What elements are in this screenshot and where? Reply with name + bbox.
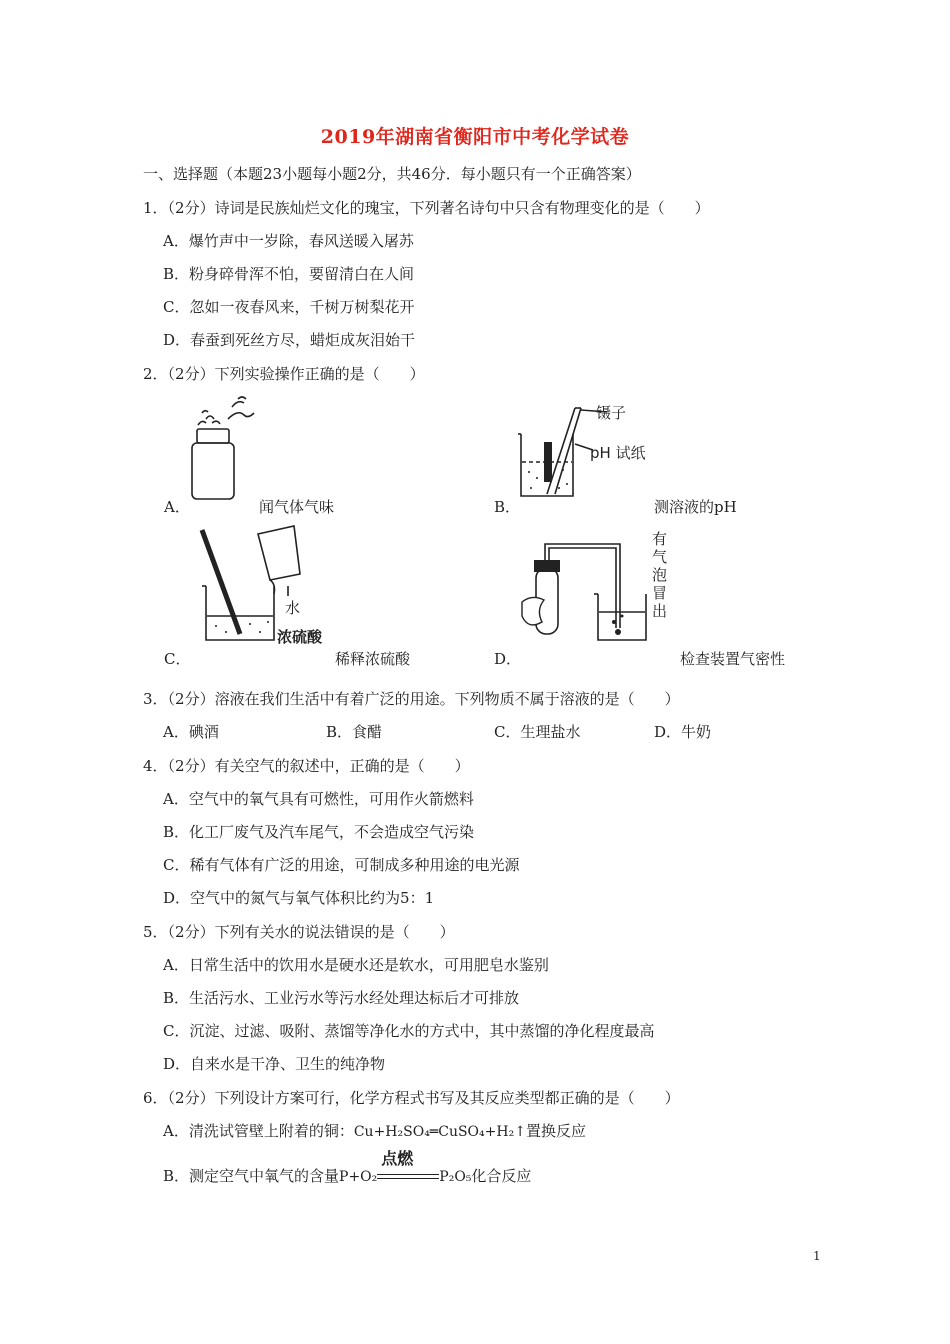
question-1-option-c: C．忽如一夜春风来，千树万树梨花开 [163, 298, 415, 316]
page-number: 1 [813, 1249, 821, 1263]
reaction-condition: 点燃 [381, 1149, 414, 1168]
question-5-option-c: C．沉淀、过滤、吸附、蒸馏等净化水的方式中，其中蒸馏的净化程度最高 [163, 1022, 655, 1040]
question-4-option-c: C．稀有气体有广泛的用途，可制成多种用途的电光源 [163, 856, 520, 874]
question-3-option-c: C．生理盐水 [494, 723, 581, 741]
question-3-option-a: A．碘酒 [163, 723, 219, 741]
question-2-stem: 2．（2分）下列实验操作正确的是（ ） [143, 365, 425, 383]
section-heading: 一、选择题（本题23小题每小题2分，共46分．每小题只有一个正确答案） [143, 165, 641, 183]
figure-ph-label-paper: pH 试纸 [590, 444, 646, 462]
question-4-option-b: B．化工厂废气及汽车尾气，不会造成空气污染 [163, 823, 475, 841]
question-1-option-b: B．粉身碎骨浑不怕，要留清白在人间 [163, 265, 415, 283]
question-6-option-b [163, 1149, 532, 1186]
question-6-option-a-equation: Cu+H₂SO₄═CuSO₄+H₂↑ [353, 1124, 526, 1140]
question-6-option-a-text: A．清洗试管壁上附着的铜： [163, 1122, 354, 1140]
question-2-option-c-letter: C． [164, 650, 191, 668]
figure-acid-label-acid: 浓硫酸 [277, 628, 323, 646]
question-3-option-b: B．食醋 [326, 723, 383, 741]
page-title: 2019年湖南省衡阳市中考化学试卷 [320, 126, 630, 148]
question-5-option-d: D．自来水是干净、卫生的纯净物 [163, 1055, 386, 1073]
question-4-option-d: D．空气中的氮气与氧气体积比约为5：1 [163, 889, 435, 907]
question-6-option-b-text: B．测定空气中氧气的含量 [163, 1167, 340, 1185]
question-2-option-a-letter: A． [164, 498, 190, 516]
question-5-stem: 5．（2分）下列有关水的说法错误的是（ ） [143, 923, 455, 941]
question-4-option-a: A．空气中的氧气具有可燃性，可用作火箭燃料 [163, 790, 474, 808]
question-5-option-b: B．生活污水、工业污水等污水经处理达标后才可排放 [163, 989, 520, 1007]
question-2-option-d-letter: D． [494, 650, 522, 668]
question-3-option-d: D．牛奶 [654, 723, 712, 741]
question-6-option-b-type: 化合反应 [471, 1167, 532, 1185]
question-2-option-a-caption: 闻气体气味 [259, 498, 335, 516]
reaction-arrow [377, 1149, 439, 1184]
question-1-option-d: D．春蚕到死丝方尽，蜡炬成灰泪始干 [163, 331, 416, 349]
question-2-option-b-caption: 测溶液的pH [654, 498, 737, 516]
figure-airtightness [518, 532, 658, 646]
question-2-option-d-caption: 检查装置气密性 [680, 650, 786, 668]
question-6-option-b-eq-left: P+O₂ [339, 1169, 378, 1185]
figure-acid-label-water: 水 [285, 599, 301, 617]
question-2-option-c-caption: 稀释浓硫酸 [335, 650, 411, 668]
question-1-option-a: A．爆竹声中一岁除，春风送暖入屠苏 [163, 232, 414, 250]
question-2-option-b-letter: B． [494, 498, 521, 516]
figure-airtightness-label: 有气泡冒出 [652, 530, 668, 620]
question-6-option-b-eq-right: P₂O₅ [439, 1169, 472, 1185]
question-1-stem: 1．（2分）诗词是民族灿烂文化的瑰宝，下列著名诗句中只含有物理变化的是（ ） [143, 199, 710, 217]
question-6-option-a-type: 置换反应 [525, 1122, 586, 1140]
question-6-option-a [163, 1120, 586, 1141]
question-4-stem: 4．（2分）有关空气的叙述中，正确的是（ ） [143, 757, 470, 775]
figure-smell-gas [180, 395, 260, 503]
question-3-stem: 3．（2分）溶液在我们生活中有着广泛的用途。下列物质不属于溶液的是（ ） [143, 690, 680, 708]
figure-ph-label-tweezers: 镊子 [596, 404, 627, 422]
question-5-option-a: A．日常生活中的饮用水是硬水还是软水，可用肥皂水鉴别 [163, 956, 549, 974]
question-6-stem: 6．（2分）下列设计方案可行，化学方程式书写及其反应类型都正确的是（ ） [143, 1089, 680, 1107]
